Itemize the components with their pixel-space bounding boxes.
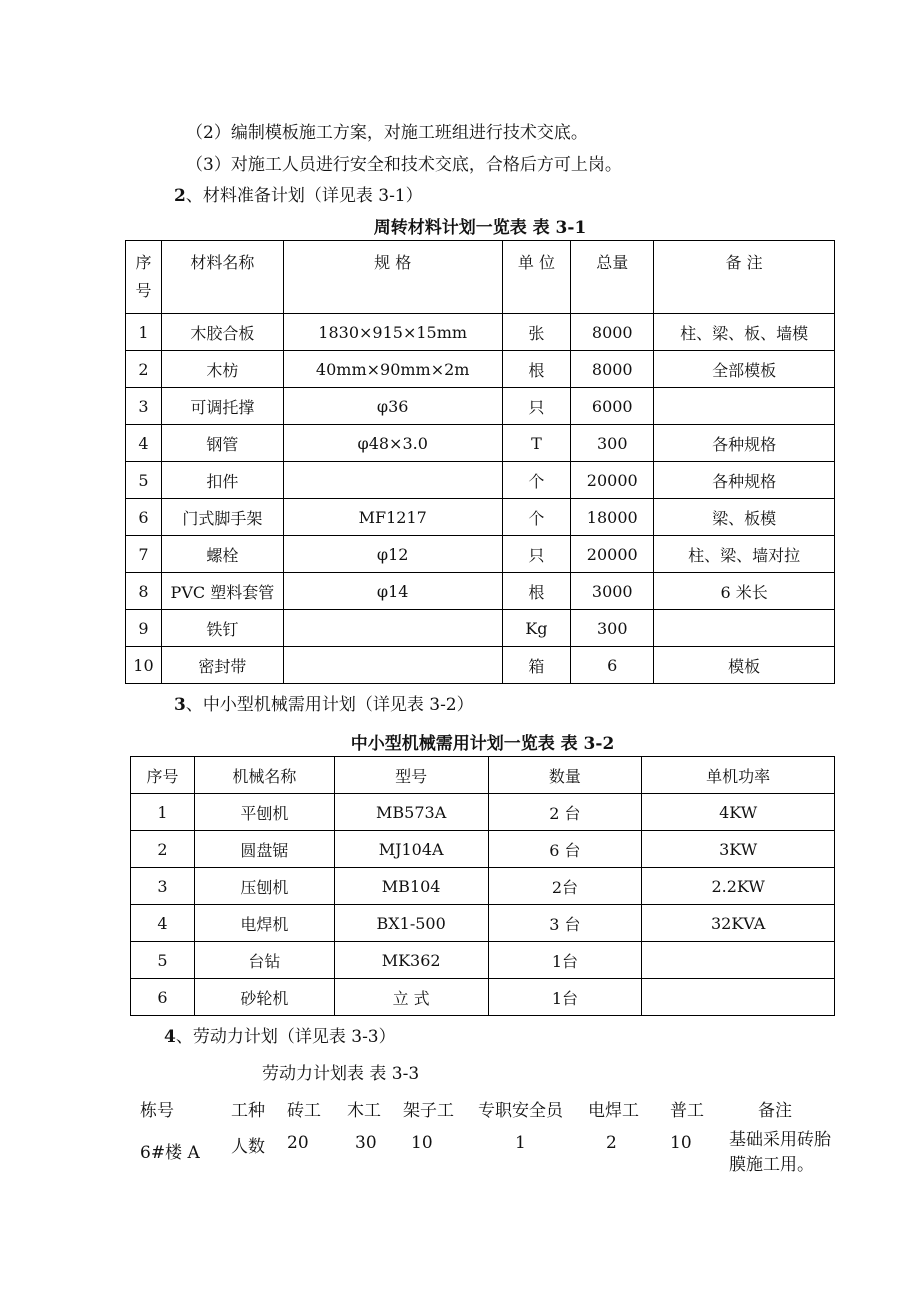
table2-cell: 6 台 (488, 831, 642, 868)
table1-cell: 梁、板模 (654, 499, 835, 536)
table2-cell: 平刨机 (194, 794, 334, 831)
table2-cell: 32KVA (642, 905, 835, 942)
section-heading-2-text: 、材料准备计划（详见表 3-1） (185, 186, 423, 206)
table2-cell: 压刨机 (194, 868, 334, 905)
labor-row-welder: 2 (606, 1133, 617, 1153)
material-table (125, 240, 835, 684)
table1-cell: 40mm×90mm×2m (283, 351, 502, 388)
labor-row-building: 6#楼 A (140, 1143, 200, 1163)
table3-title: 劳动力计划表 表 3-3 (262, 1064, 420, 1084)
table1-cell: 7 (126, 536, 162, 573)
table1-row (126, 536, 835, 573)
table2-cell: BX1-500 (334, 905, 488, 942)
table1-cell: PVC 塑料套管 (161, 573, 283, 610)
table1-cell: 各种规格 (654, 462, 835, 499)
table2-cell: 6 (131, 979, 195, 1016)
table1-row (126, 462, 835, 499)
table2-cell: 3KW (642, 831, 835, 868)
table1-cell (283, 462, 502, 499)
table1-cell: 根 (502, 573, 571, 610)
labor-row-scaffolder: 10 (411, 1133, 433, 1153)
table1-row (126, 499, 835, 536)
table1-cell: 6 (571, 647, 654, 684)
paragraph-3: （3）对施工人员进行安全和技术交底，合格后方可上岗。 (186, 155, 622, 175)
table1-cell: 1830×915×15mm (283, 314, 502, 351)
table1-cell: 只 (502, 388, 571, 425)
table1-row (126, 425, 835, 462)
table2-cell: 5 (131, 942, 195, 979)
table1-cell: 8000 (571, 351, 654, 388)
labor-header-remark: 备注 (758, 1101, 792, 1121)
table1-cell: 1 (126, 314, 162, 351)
table1-title: 周转材料计划一览表 表 3-1 (373, 218, 587, 238)
section-heading-4-text: 、劳动力计划（详见表 3-3） (175, 1027, 396, 1047)
table1-cell (654, 388, 835, 425)
table2-header-cell: 数量 (488, 757, 642, 794)
table1-header-cell: 单 位 (502, 241, 571, 314)
table1-cell: Kg (502, 610, 571, 647)
section-heading-3-text: 、中小型机械需用计划（详见表 3-2） (185, 695, 474, 715)
table1-cell (283, 610, 502, 647)
table1-cell: 300 (571, 610, 654, 647)
table2-cell: 圆盘锯 (194, 831, 334, 868)
table1-cell: 20000 (571, 462, 654, 499)
table1-row (126, 610, 835, 647)
table1-cell: 8000 (571, 314, 654, 351)
table2-header-cell: 型号 (334, 757, 488, 794)
labor-header-carpenter: 木工 (347, 1101, 381, 1121)
labor-header-bricklayer: 砖工 (287, 1101, 321, 1121)
table1-cell: 木胶合板 (161, 314, 283, 351)
table1-cell: 300 (571, 425, 654, 462)
labor-header-laborer: 普工 (670, 1101, 704, 1121)
table2-cell: 2 (131, 831, 195, 868)
table2-cell: MB104 (334, 868, 488, 905)
table2-cell (642, 979, 835, 1016)
table1-cell: 铁钉 (161, 610, 283, 647)
table2-cell: 1 (131, 794, 195, 831)
table1-cell: 3 (126, 388, 162, 425)
table2-cell: 3 台 (488, 905, 642, 942)
table1-cell: 柱、梁、墙对拉 (654, 536, 835, 573)
table2-cell: 3 (131, 868, 195, 905)
table1-cell: 3000 (571, 573, 654, 610)
table2-cell: 立 式 (334, 979, 488, 1016)
labor-row-laborer: 10 (670, 1133, 692, 1153)
table2-row (131, 905, 835, 942)
table1-cell (283, 647, 502, 684)
table2-title: 中小型机械需用计划一览表 表 3-2 (350, 734, 615, 754)
table2-cell: 1台 (488, 942, 642, 979)
labor-header-scaffolder: 架子工 (403, 1101, 454, 1121)
table2-cell: 1台 (488, 979, 642, 1016)
table2-cell: 砂轮机 (194, 979, 334, 1016)
table1-header-cell: 备 注 (654, 241, 835, 314)
table1-cell: 密封带 (161, 647, 283, 684)
table2-row (131, 794, 835, 831)
table2-row (131, 868, 835, 905)
labor-header-welder: 电焊工 (588, 1101, 639, 1121)
table2-header-cell: 机械名称 (194, 757, 334, 794)
table1-cell: 6 (126, 499, 162, 536)
table1-cell: 4 (126, 425, 162, 462)
table2-cell: 4 (131, 905, 195, 942)
table1-cell: 只 (502, 536, 571, 573)
table2-row (131, 831, 835, 868)
machinery-table (130, 756, 835, 1016)
section-heading-4 (164, 1022, 396, 1047)
table1-cell: φ12 (283, 536, 502, 573)
table2-cell (642, 942, 835, 979)
table1-cell: 可调托撑 (161, 388, 283, 425)
table1-cell: 螺栓 (161, 536, 283, 573)
labor-row-carpenter: 30 (355, 1133, 377, 1153)
labor-header-safety-officer: 专职安全员 (478, 1101, 563, 1121)
table2-cell: 电焊机 (194, 905, 334, 942)
section-heading-2-number: 2 (174, 186, 186, 206)
labor-row-label: 人数 (231, 1137, 265, 1157)
table2-cell: 2 台 (488, 794, 642, 831)
paragraph-2: （2）编制模板施工方案，对施工班组进行技术交底。 (186, 123, 588, 143)
table1-cell: T (502, 425, 571, 462)
table1-row (126, 314, 835, 351)
table2-cell: 2台 (488, 868, 642, 905)
section-heading-3-number: 3 (174, 695, 186, 715)
labor-row-remark-line1: 基础采用砖胎 (729, 1130, 831, 1150)
table1-cell: 18000 (571, 499, 654, 536)
table1-cell: 各种规格 (654, 425, 835, 462)
section-heading-2 (174, 181, 423, 206)
table1-header-cell: 材料名称 (161, 241, 283, 314)
table2-cell: 4KW (642, 794, 835, 831)
table2-cell: 台钻 (194, 942, 334, 979)
table1-row (126, 647, 835, 684)
table1-cell: 个 (502, 462, 571, 499)
table2-header-cell: 序号 (131, 757, 195, 794)
table1-cell: 钢管 (161, 425, 283, 462)
table1-header-row (126, 241, 835, 314)
table1-cell: φ48×3.0 (283, 425, 502, 462)
table1-header-cell: 规 格 (283, 241, 502, 314)
table2-cell: MB573A (334, 794, 488, 831)
table2-header-cell: 单机功率 (642, 757, 835, 794)
table1-row (126, 573, 835, 610)
table1-cell: 9 (126, 610, 162, 647)
table1-cell: 个 (502, 499, 571, 536)
labor-row-bricklayer: 20 (287, 1133, 309, 1153)
table1-cell: 8 (126, 573, 162, 610)
table1-cell: 门式脚手架 (161, 499, 283, 536)
table1-cell (654, 610, 835, 647)
table2-cell: MJ104A (334, 831, 488, 868)
table2-header-row (131, 757, 835, 794)
table1-cell: φ36 (283, 388, 502, 425)
table1-row (126, 351, 835, 388)
table1-cell: φ14 (283, 573, 502, 610)
labor-row-safety-officer: 1 (515, 1133, 526, 1153)
table1-cell: 10 (126, 647, 162, 684)
table1-cell: 张 (502, 314, 571, 351)
table2-row (131, 942, 835, 979)
table1-cell: 2 (126, 351, 162, 388)
table2-row (131, 979, 835, 1016)
table1-cell: 箱 (502, 647, 571, 684)
table1-header-cell: 总量 (571, 241, 654, 314)
table1-cell: 扣件 (161, 462, 283, 499)
table1-cell: 全部模板 (654, 351, 835, 388)
section-heading-3 (174, 690, 474, 715)
table1-cell: 木枋 (161, 351, 283, 388)
table1-cell: 6 米长 (654, 573, 835, 610)
table1-cell: 柱、梁、板、墙模 (654, 314, 835, 351)
table2-cell: 2.2KW (642, 868, 835, 905)
table1-cell: MF1217 (283, 499, 502, 536)
labor-header-trade: 工种 (231, 1101, 265, 1121)
labor-row-remark-line2: 膜施工用。 (729, 1155, 814, 1175)
table2-cell: MK362 (334, 942, 488, 979)
table1-cell: 20000 (571, 536, 654, 573)
section-heading-4-number: 4 (164, 1027, 176, 1047)
labor-header-building: 栋号 (140, 1101, 174, 1121)
table1-row (126, 388, 835, 425)
table1-cell: 5 (126, 462, 162, 499)
table1-header-cell: 序 号 (126, 241, 162, 314)
table1-cell: 根 (502, 351, 571, 388)
table1-cell: 6000 (571, 388, 654, 425)
table1-cell: 模板 (654, 647, 835, 684)
